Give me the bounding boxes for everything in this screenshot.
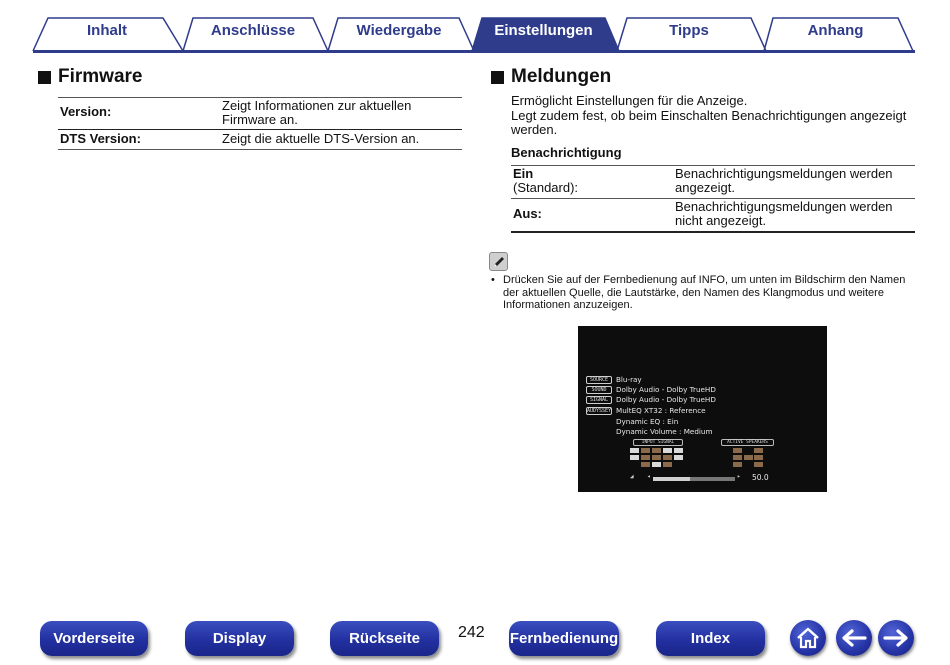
option-ein-value-2: angezeigt. <box>675 180 735 195</box>
osd-volume-fill <box>653 477 690 481</box>
meldungen-intro-2b: werden. <box>511 122 558 137</box>
osd-tag-signal: SIGNAL <box>586 396 612 404</box>
osd-input-channel <box>663 448 672 453</box>
note-line-1: Drücken Sie auf der Fernbedienung auf INFO, um unten im Bildschirm den Namen <box>503 274 906 286</box>
table-rule <box>58 149 462 150</box>
pencil-note-icon <box>489 252 508 271</box>
arrow-left-icon <box>840 628 868 648</box>
osd-speaker <box>754 462 763 467</box>
firmware-heading <box>38 66 142 88</box>
option-aus-value-1: Benachrichtigungsmeldungen werden <box>675 199 893 214</box>
osd-speaker <box>754 455 763 460</box>
fernbedienung-button[interactable]: Fernbedienung <box>509 621 619 656</box>
forward-button[interactable] <box>878 620 914 656</box>
osd-speaker <box>733 462 742 467</box>
option-ein-default: (Standard): <box>513 180 579 195</box>
osd-input-signal-header: INPUT SIGNAL <box>633 439 683 446</box>
osd-line-signal: Dolby Audio - Dolby TrueHD <box>616 395 716 404</box>
osd-speaker <box>754 448 763 453</box>
osd-tag-sound: SOUND <box>586 386 612 394</box>
osd-input-channel <box>674 455 683 460</box>
option-aus-value-2: nicht angezeigt. <box>675 213 767 228</box>
tab-anhang[interactable]: Anhang <box>807 22 864 39</box>
info-screen-image <box>578 326 827 492</box>
osd-input-channel <box>652 462 661 467</box>
osd-line-source: Blu-ray <box>616 375 642 384</box>
vorderseite-button[interactable]: Vorderseite <box>40 621 148 656</box>
osd-speaker-icon: ◢ <box>630 473 634 480</box>
option-aus-key: Aus: <box>513 206 542 221</box>
osd-tag-audyssey: AUDYSSEY <box>587 408 612 414</box>
osd-input-channel <box>641 448 650 453</box>
display-button[interactable]: Display <box>185 621 294 656</box>
osd-speaker <box>744 455 753 460</box>
osd-input-channel <box>652 455 661 460</box>
firmware-title: Firmware <box>58 66 143 87</box>
firmware-table <box>58 96 462 152</box>
tab-bar <box>0 0 950 56</box>
option-ein-key: Ein <box>513 166 534 181</box>
table-rule <box>511 231 915 233</box>
osd-speaker <box>733 448 742 453</box>
tab-tipps[interactable]: Tipps <box>669 22 709 39</box>
osd-volume-left-arrow-icon: ◂ <box>647 473 651 480</box>
osd-line-sound: Dolby Audio - Dolby TrueHD <box>616 385 716 394</box>
osd-input-channel <box>641 462 650 467</box>
osd-input-channel <box>630 448 639 453</box>
osd-line-audyssey: MultEQ XT32 : Reference <box>616 406 706 415</box>
firmware-value-dts: Zeigt die aktuelle DTS-Version an. <box>222 131 420 146</box>
osd-line-dynamic-volume: Dynamic Volume : Medium <box>616 427 713 436</box>
note-bullet: • <box>491 274 495 286</box>
osd-speaker <box>733 455 742 460</box>
rueckseite-button[interactable]: Rückseite <box>330 621 439 656</box>
osd-input-channel <box>630 455 639 460</box>
benachrichtigung-subheading: Benachrichtigung <box>511 145 622 160</box>
note-line-2: der aktuellen Quelle, die Lautstärke, den Namen des Klangmodus und weitere <box>503 286 884 299</box>
osd-volume-bar <box>653 477 735 481</box>
benachrichtigung-table <box>511 164 915 234</box>
firmware-value-version-1: Zeigt Informationen zur aktuellen <box>222 98 412 113</box>
meldungen-intro-2a: Legt zudem fest, ob beim Einschalten Benachrichtigungen angezeigt <box>511 108 907 123</box>
table-rule <box>58 129 462 130</box>
page-number: 242 <box>458 624 485 641</box>
option-ein-value-1: Benachrichtigungsmeldungen werden <box>675 166 893 181</box>
home-button[interactable] <box>790 620 826 656</box>
meldungen-heading <box>491 66 611 88</box>
tab-anschluesse[interactable]: Anschlüsse <box>210 22 296 39</box>
osd-input-channel <box>663 455 672 460</box>
note-line-3: Informationen anzuzeigen. <box>503 299 633 311</box>
osd-input-channel <box>674 448 683 453</box>
osd-input-channel <box>663 462 672 467</box>
arrow-right-icon <box>882 628 910 648</box>
firmware-value-version-2: Firmware an. <box>222 112 298 127</box>
square-bullet-icon <box>491 71 504 84</box>
osd-line-dynamic-eq: Dynamic EQ : Ein <box>616 417 679 426</box>
index-button[interactable]: Index <box>656 621 765 656</box>
tab-inhalt[interactable]: Inhalt <box>87 22 127 39</box>
tab-wiedergabe[interactable]: Wiedergabe <box>356 22 442 39</box>
back-button[interactable] <box>836 620 872 656</box>
osd-volume-value: 50.0 <box>752 473 769 482</box>
square-bullet-icon <box>38 71 51 84</box>
tab-baseline <box>33 50 915 53</box>
meldungen-intro-1: Ermöglicht Einstellungen für die Anzeige. <box>511 93 748 108</box>
osd-tag-source: SOURCE <box>586 376 612 384</box>
firmware-key-version: Version: <box>60 104 112 119</box>
meldungen-title: Meldungen <box>511 66 612 87</box>
osd-input-channel <box>652 448 661 453</box>
osd-input-channel <box>641 455 650 460</box>
osd-volume-right-arrow-icon: ▸ <box>737 473 741 480</box>
home-icon <box>795 626 821 650</box>
firmware-key-dts: DTS Version: <box>60 131 141 146</box>
osd-active-speakers-header: ACTIVE SPEAKERS <box>721 439 774 446</box>
tab-einstellungen[interactable]: Einstellungen <box>494 22 593 39</box>
